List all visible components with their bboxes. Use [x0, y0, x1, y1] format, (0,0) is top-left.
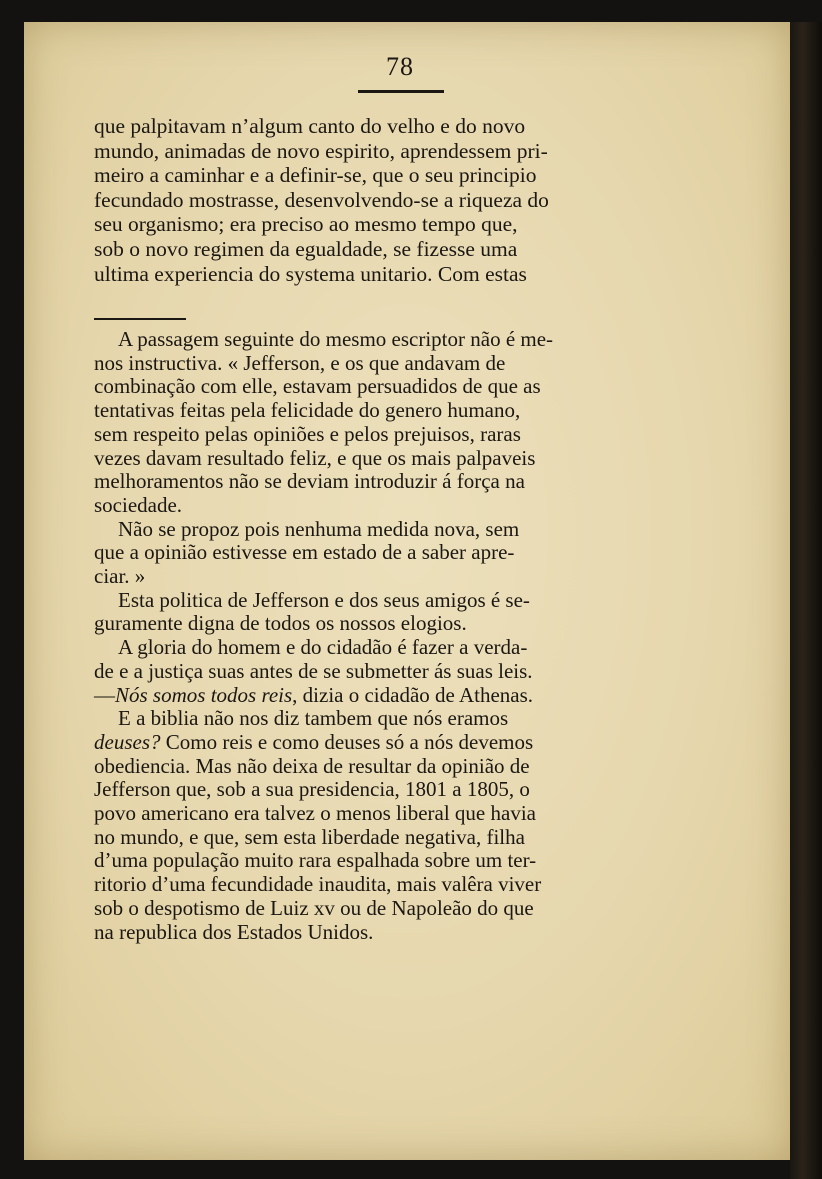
- footnote-line: povo americano era talvez o menos liberal que havia: [94, 801, 536, 826]
- text-line: meiro a caminhar e a definir-se, que o seu principio: [94, 163, 537, 188]
- footnote-line: d’uma população muito rara espalhada sobre um ter-: [94, 848, 537, 873]
- footnote-line: nos instructiva. « Jefferson, e os que andavam de: [94, 350, 506, 375]
- quote-dash: —: [94, 682, 115, 707]
- footnote-line: Esta politica de Jefferson e dos seus amigos é se-: [118, 587, 530, 612]
- main-text: [94, 114, 684, 286]
- footnote-line: Jefferson que, sob a sua presidencia, 1801 a 1805, o: [94, 777, 530, 802]
- footnote-quote-line: [94, 684, 684, 708]
- footnote-line: na republica dos Estados Unidos.: [94, 919, 374, 944]
- footnote-line: combinação com elle, estavam persuadidos de que as: [94, 374, 541, 399]
- footnote-line: sociedade.: [94, 492, 183, 517]
- deuses-italic: deuses?: [94, 729, 161, 754]
- text-line: fecundado mostrasse, desenvolvendo-se a riqueza do: [94, 187, 549, 212]
- quote-italic: Nós somos todos reis: [115, 682, 293, 707]
- footnote-line: tentativas feitas pela felicidade do genero humano,: [94, 398, 521, 423]
- page-number: 78: [386, 52, 414, 81]
- footnote-line: ritorio d’uma fecundidade inaudita, mais valêra viver: [94, 872, 542, 897]
- text-line: sob o novo regimen da egualdade, se fizesse uma: [94, 236, 518, 261]
- footnote-line-italic-start: [94, 731, 684, 755]
- footnote-line: vezes davam resultado feliz, e que os mais palpaveis: [94, 445, 536, 470]
- footnote-line: A gloria do homem e do cidadão é fazer a verda-: [118, 635, 528, 660]
- footnote-line: melhoramentos não se deviam introduzir á força na: [94, 469, 525, 494]
- footnote-line: no mundo, e que, sem esta liberdade negativa, filha: [94, 824, 525, 849]
- footnote-line: de e a justiça suas antes de se submetter ás suas leis.: [94, 658, 533, 683]
- footnote-line: sem respeito pelas opiniões e pelos prejuisos, raras: [94, 421, 521, 446]
- footnote-line: sob o despotismo de Luiz xv ou de Napoleão do que: [94, 895, 534, 920]
- text-line: que palpitavam n’algum canto do velho e do novo: [94, 114, 526, 138]
- footnote: [94, 328, 684, 944]
- text-line: mundo, animadas de novo espirito, aprendessem pri-: [94, 138, 548, 163]
- footnote-line: ciar. »: [94, 564, 146, 589]
- text-line: seu organismo; era preciso ao mesmo tempo que,: [94, 212, 518, 237]
- footnote-line: que a opinião estivesse em estado de a saber apre-: [94, 540, 515, 565]
- footnote-line: Não se propoz pois nenhuma medida nova, sem: [118, 516, 520, 541]
- line-rest: Como reis e como deuses só a nós devemos: [160, 729, 534, 754]
- footnote-line: E a biblia não nos diz tambem que nós eramos: [118, 706, 509, 731]
- text-line: ultima experiencia do systema unitario. Com estas: [94, 261, 527, 286]
- page-number-rule: [358, 90, 444, 93]
- footnote-line: A passagem seguinte do mesmo escriptor não é me-: [118, 327, 554, 351]
- footnote-line: obediencia. Mas não deixa de resultar da opinião de: [94, 753, 530, 778]
- footnote-line: guramente digna de todos os nossos elogios.: [94, 611, 467, 636]
- quote-rest: , dizia o cidadão de Athenas.: [292, 682, 534, 707]
- footnote-separator: [94, 318, 186, 320]
- book-edge: [790, 22, 822, 1179]
